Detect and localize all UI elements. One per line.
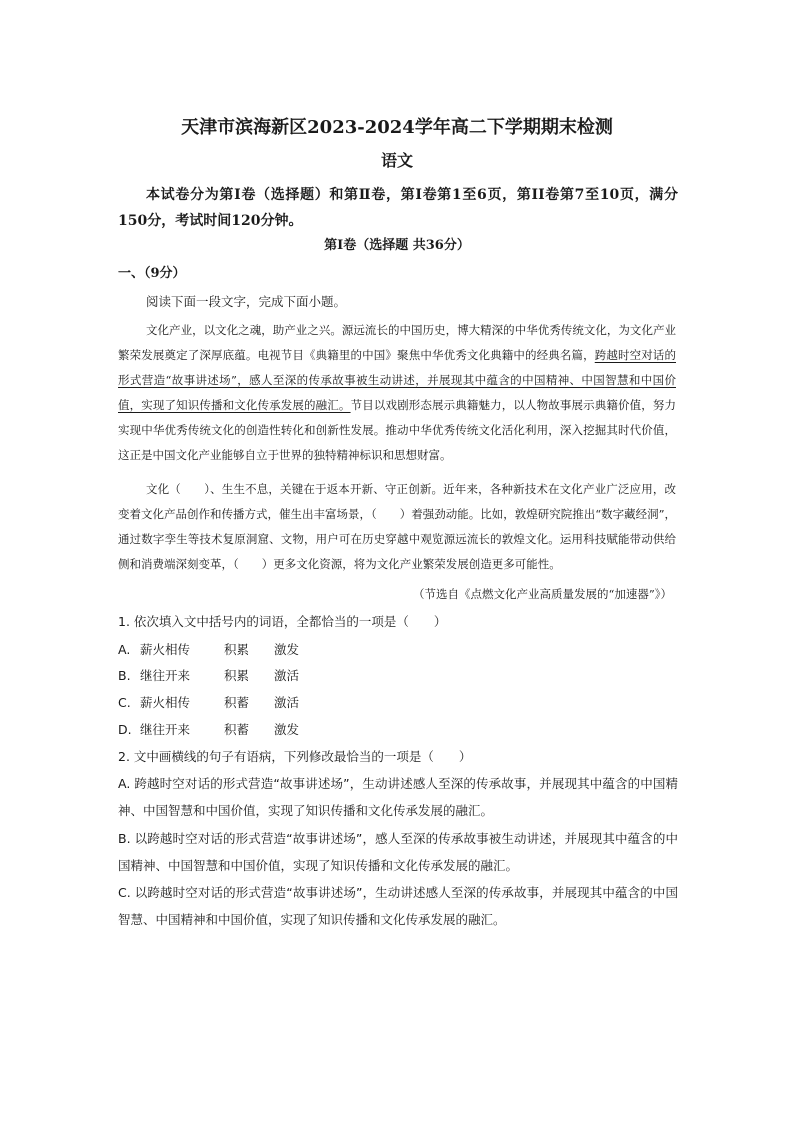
option-word: 激活 xyxy=(274,695,300,710)
subject-title: 语文 xyxy=(380,151,413,170)
option-word: 积累 xyxy=(224,642,250,657)
q1-option-a[interactable] xyxy=(118,640,299,660)
q1-option-c[interactable] xyxy=(118,693,299,713)
q2-option-c[interactable]: C. 以跨越时空对话的形式营造“故事讲述场”，生动讲述感人至深的传承故事，并展现其中蕴含的中国智慧、中国精神和中国价值，实现了知识传播和文化传承发展的融汇。 xyxy=(118,885,678,927)
option-word: 薪火相传 xyxy=(140,695,191,710)
option-letter: A. xyxy=(118,642,131,657)
passage-text: 文化产业，以文化之魂，助产业之兴。源远流长的中国历史，博大精深的中华优秀传统文化，为文化产业繁荣发展奠定了深厚底蕴。电视节目《典籍里的中国》聚焦中华优秀文化典籍中的经典名篇， xyxy=(118,323,676,362)
section-heading: 一、（9分） xyxy=(118,266,186,281)
section-instruction: 阅读下面一段文字，完成下面小题。 xyxy=(146,294,347,309)
option-word: 继往开来 xyxy=(140,668,191,683)
question-1-stem: 1. 依次填入文中括号内的词语，全都恰当的一项是（ ） xyxy=(118,614,447,629)
question-2-stem: 2. 文中画横线的句子有语病，下列修改最恰当的一项是（ ） xyxy=(118,749,472,764)
option-word: 积蓄 xyxy=(224,722,250,737)
option-letter: C. xyxy=(118,695,131,710)
q1-option-d[interactable] xyxy=(118,720,299,740)
option-word: 继往开来 xyxy=(140,722,191,737)
q2-option-b[interactable]: B. 以跨越时空对话的形式营造“故事讲述场”，感人至深的传承故事被生动讲述，并展现其中蕴含的中国精神、中国智慧和中国价值，实现了知识传播和文化传承发展的融汇。 xyxy=(118,831,678,873)
passage-text: 节目以戏剧形态展示典籍魅力，以人物故事展示典籍价值，努力实现中华优秀传统文化的创造性转化和创新性发展。推动中华优秀传统文化活化利用，深入挖掘其时代价值，这正是中国文化产业能够自立于世界的独特精神标识和思想财富。 xyxy=(118,398,677,462)
option-word: 激活 xyxy=(274,668,300,683)
part-one-title: 第Ⅰ卷（选择题 共36分） xyxy=(324,238,470,253)
q1-option-b[interactable] xyxy=(118,666,299,686)
underlined-sentence: 跨越时空对话的形式营造“故事讲述场”，感人至深的传承故事被生动讲述，并展现其中蕴含的中国精神、中国智慧和中国价值，实现了知识传播和文化传承发展的融汇。 xyxy=(118,348,676,412)
option-word: 薪火相传 xyxy=(140,642,191,657)
option-word: 激发 xyxy=(274,722,300,737)
exam-intro: 本试卷分为第Ⅰ卷（选择题）和第Ⅱ卷，第Ⅰ卷第1至6页，第II卷第7至10页，满分150分，考试时间120分钟。 xyxy=(118,187,678,229)
exam-title: 天津市滨海新区2023-2024学年高二下学期期末检测 xyxy=(181,117,613,138)
option-letter: B. xyxy=(118,668,131,683)
q2-option-a[interactable]: A. 跨越时空对话的形式营造“故事讲述场”，生动讲述感人至深的传承故事，并展现其中蕴含的中国精神、中国智慧和中国价值，实现了知识传播和文化传承发展的融汇。 xyxy=(118,776,678,818)
passage-paragraph-1 xyxy=(118,318,676,468)
option-letter: D. xyxy=(118,722,132,737)
passage-source: （节选自《点燃文化产业高质量发展的“加速器”》） xyxy=(412,587,672,601)
option-word: 积累 xyxy=(224,668,250,683)
option-word: 积蓄 xyxy=(224,695,250,710)
option-word: 激发 xyxy=(274,642,300,657)
passage-paragraph-2: 文化（ ）、生生不息，关键在于返本开新、守正创新。近年来，各种新技术在文化产业广泛应用，改变着文化产品创作和传播方式，催生出丰富场景，（ ）着强劲动能。比如，敦煌研究院推出“数字藏经洞”，通过数字孪生等技术复原洞窟、文物，用户可在历史穿越中观览源远流长的敦煌文化。运用科技赋能带动供给侧和消费端深刻变革，（ ）更多文化资源，将为文化产业繁荣发展创造更多可能性。 xyxy=(118,482,677,571)
